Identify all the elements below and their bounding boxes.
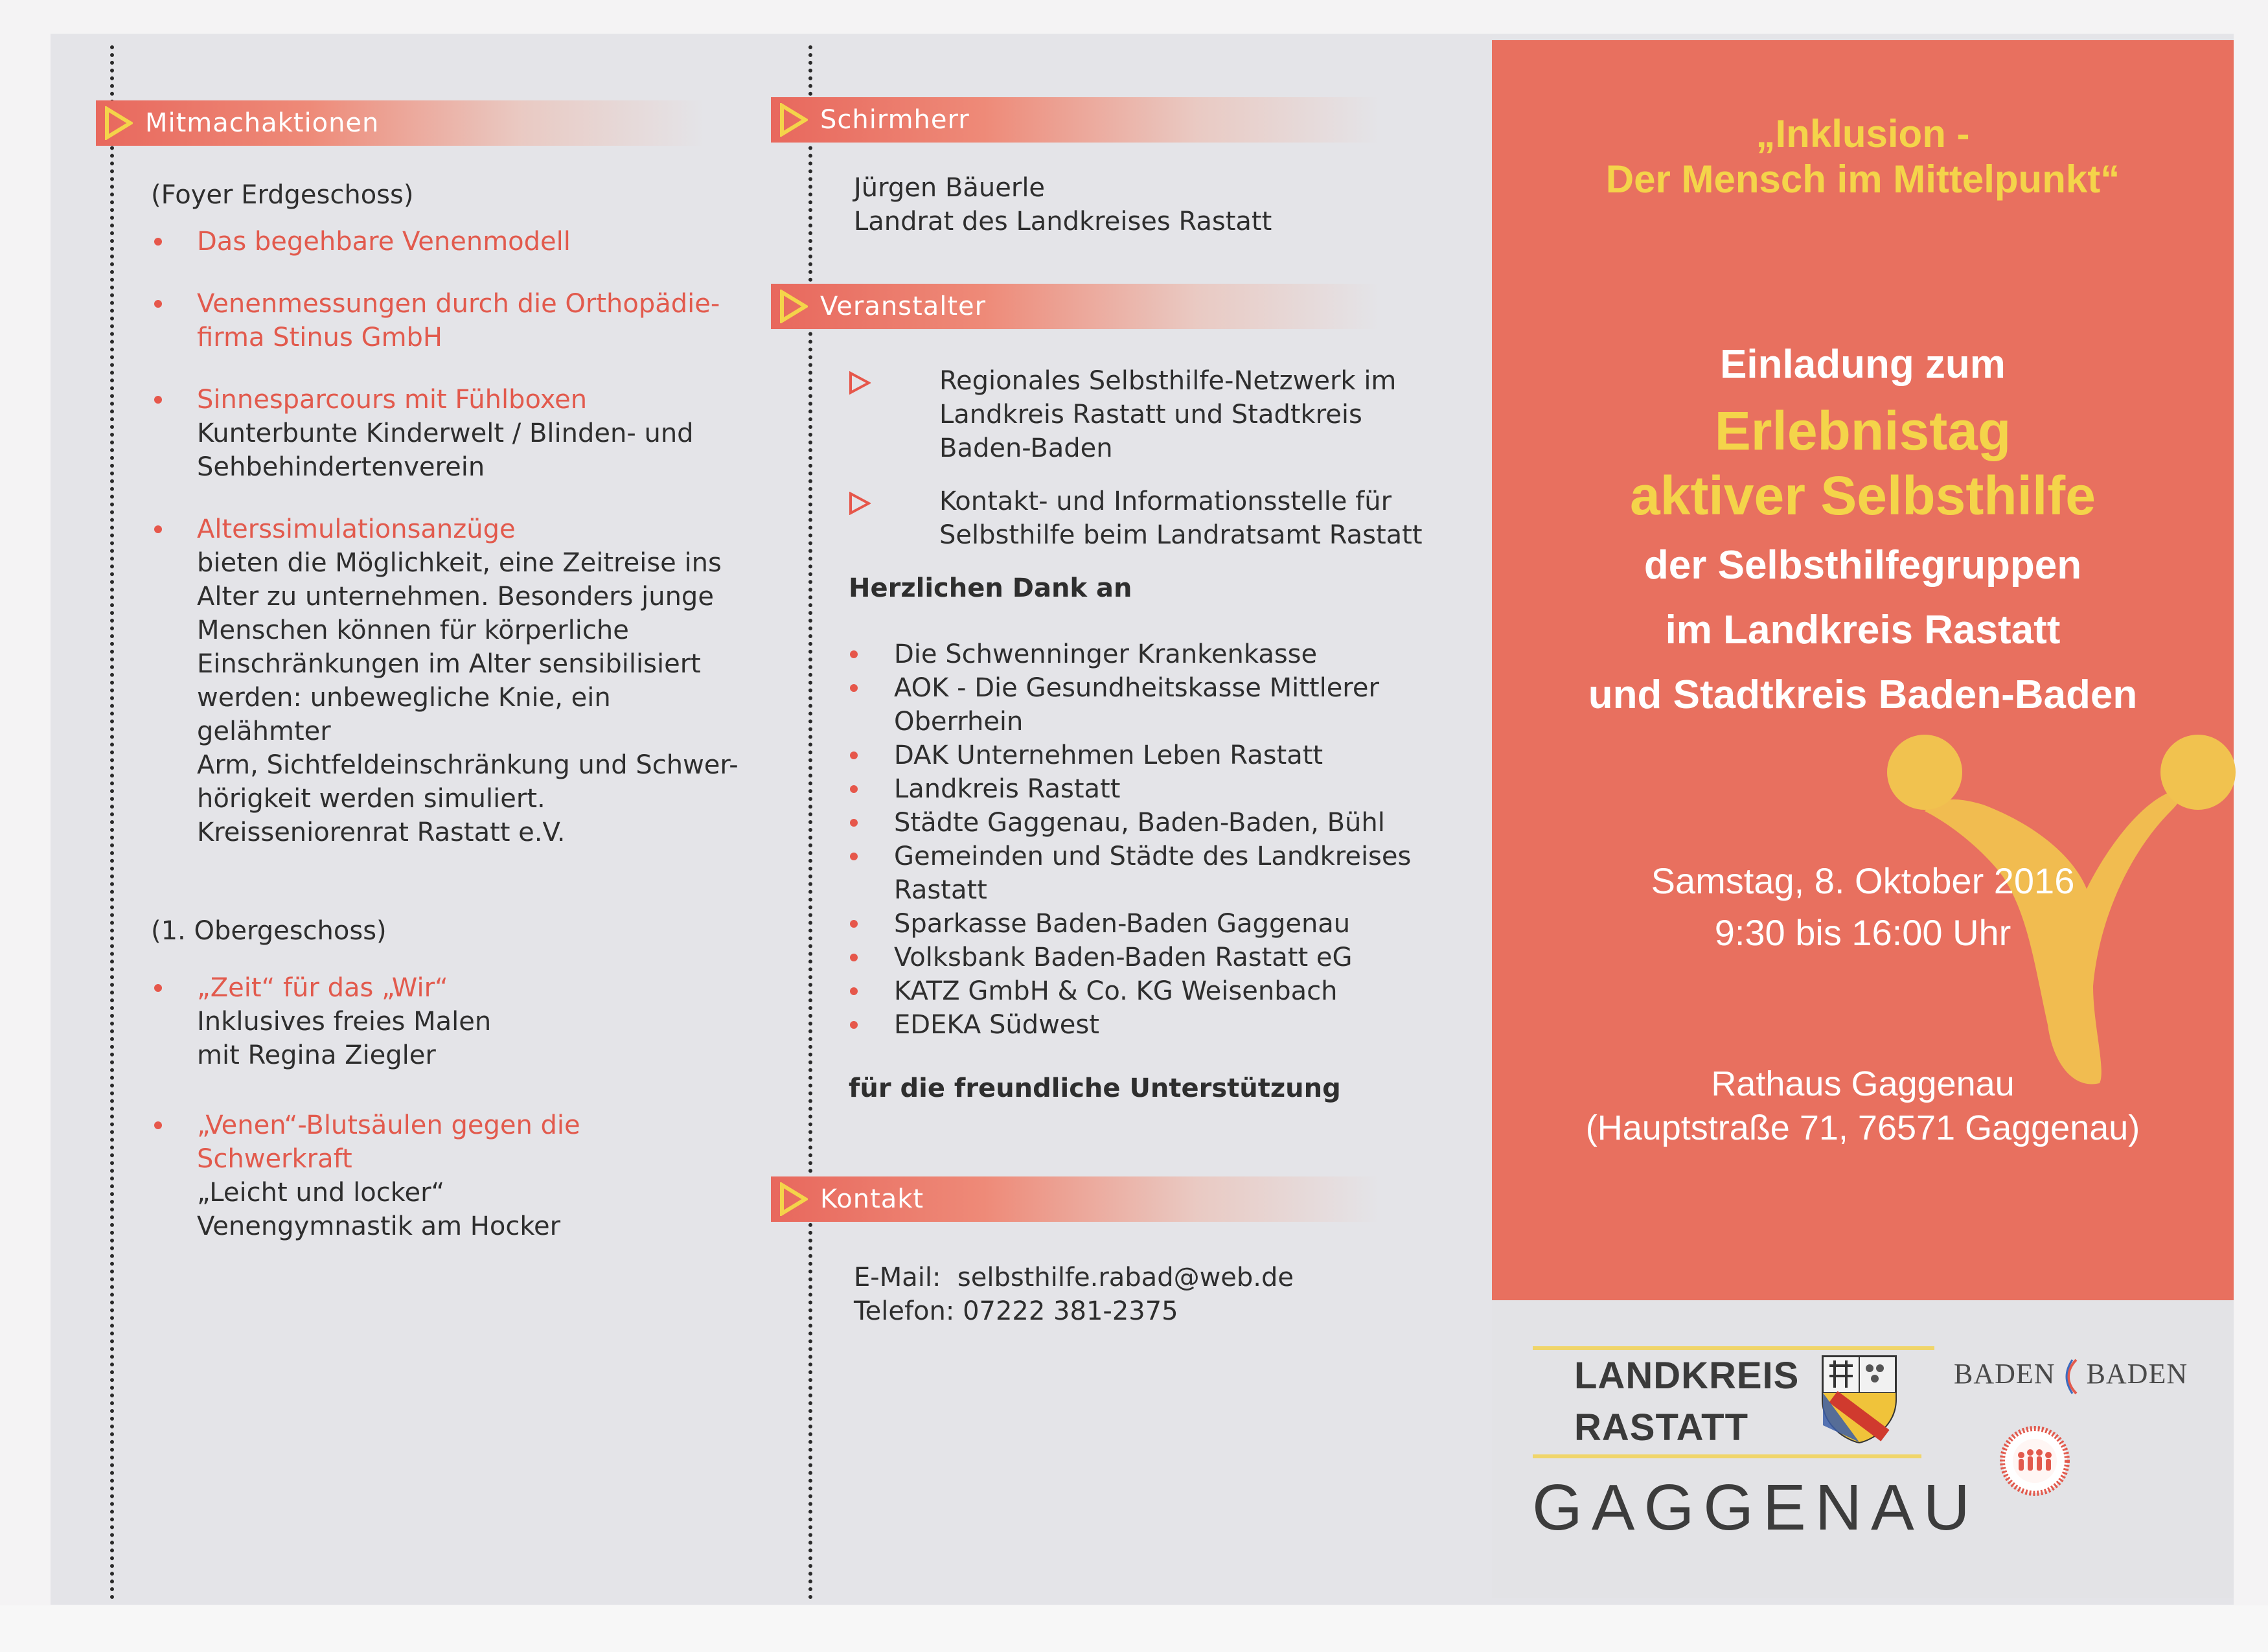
patron-title: Landrat des Landkreises Rastatt [854, 207, 1272, 236]
activity-line: werden: unbewegliche Knie, ein gelähmter [197, 683, 611, 746]
bullet-dot-icon [850, 785, 858, 793]
baden-baden-logo [1954, 1357, 2188, 1396]
thanks-entry: AOK - Die Gesundheitskasse Mittlerer [894, 673, 1379, 703]
activity-title: „Venen“-Blutsäulen gegen die Schwerkraft [197, 1110, 580, 1174]
activity-line: Einschränkungen im Alter sensibilisiert [197, 649, 701, 679]
activity-title: Sinnesparcours mit Fühlboxen [197, 385, 588, 415]
bullet-dot-icon [850, 751, 858, 759]
bullet-dot-icon [850, 987, 858, 995]
bullet-dot-icon [154, 525, 162, 533]
patron-name: Jürgen Bäuerle [854, 173, 1046, 203]
bullet-dot-icon [850, 920, 858, 928]
triangle-bullet-icon [771, 97, 816, 143]
list-item [154, 225, 744, 258]
thanks-entry: Sparkasse Baden-Baden Gaggenau [894, 909, 1351, 939]
list-item [849, 705, 1483, 739]
bullet-dot-icon [154, 300, 162, 308]
section-header-mitmachaktionen [96, 100, 705, 146]
floor-label: (1. Obergeschoss) [151, 916, 387, 946]
coat-of-arms-icon [1820, 1354, 1898, 1445]
subtitle-line-2: im Landkreis Rastatt [1665, 608, 2061, 652]
list-item [849, 806, 1483, 840]
thanks-entry: Die Schwenninger Krankenkasse [894, 639, 1318, 669]
thanks-list [849, 637, 1483, 1042]
bullet-dot-icon [850, 1021, 858, 1029]
section-title: Schirmherr [820, 105, 970, 135]
section-title: Veranstalter [820, 292, 987, 321]
triangle-outline-icon [849, 490, 871, 523]
section-header-schirmherr [771, 97, 1380, 143]
section-header-kontakt [771, 1176, 1380, 1222]
list-item [849, 772, 1483, 806]
support-line: für die freundliche Unterstützung [849, 1073, 1341, 1103]
venue-address: (Hauptstraße 71, 76571 Gaggenau) [1585, 1108, 2140, 1147]
activity-line: bieten die Möglichkeit, eine Zeitreise ins [197, 548, 722, 578]
activity-line: Kreisseniorenrat Rastatt e.V. [197, 818, 566, 847]
landkreis-logo-line-1: LANDKREIS [1574, 1355, 1800, 1397]
organizer-line: Kontakt- und Informationsstelle für [939, 487, 1392, 516]
logo-area [1492, 1300, 2234, 1598]
patron-block [854, 171, 1483, 238]
thanks-entry: Gemeinden und Städte des Landkreises Rastatt [894, 842, 1412, 905]
list-item [154, 383, 744, 484]
subtitle-line-1: der Selbsthilfegruppen [1644, 543, 2082, 588]
event-title-1: Erlebnistag [1714, 400, 2011, 461]
baden-baden-logo-right: BADEN [2086, 1358, 2188, 1390]
bullet-dot-icon [154, 1121, 162, 1129]
event-title-2: aktiver Selbsthilfe [1630, 465, 2096, 526]
landkreis-logo-line-2: RASTATT [1574, 1406, 1749, 1449]
thanks-entry: Städte Gaggenau, Baden-Baden, Bühl [894, 808, 1385, 838]
organizer-list [849, 364, 1483, 552]
list-item [849, 739, 1483, 772]
email-link[interactable]: selbsthilfe.rabad@web.de [957, 1263, 1294, 1292]
activity-title: Das begehbare Venenmodell [197, 227, 571, 257]
section-title: Mitmachaktionen [145, 108, 380, 138]
list-item [849, 941, 1483, 974]
baden-baden-swoosh-icon [2063, 1357, 2079, 1396]
baden-baden-logo-left: BADEN [1954, 1358, 2056, 1390]
scan-edge [0, 1605, 2268, 1652]
activity-list [154, 225, 744, 849]
list-item [849, 974, 1483, 1008]
list-item [849, 637, 1483, 671]
event-date: Samstag, 8. Oktober 2016 [1651, 860, 2075, 901]
bullet-dot-icon [850, 650, 858, 658]
organizer-line: Selbsthilfe beim Landratsamt Rastatt [939, 520, 1423, 550]
triangle-outline-icon [849, 369, 871, 403]
floor-label: (Foyer Erdgeschoss) [151, 180, 414, 210]
thanks-entry: KATZ GmbH & Co. KG Weisenbach [894, 976, 1338, 1006]
bullet-dot-icon [154, 984, 162, 992]
divider-line [1533, 1454, 1921, 1458]
thanks-entry: EDEKA Südwest [894, 1010, 1099, 1040]
middle-column [771, 97, 1483, 1328]
subtitle-line-3: und Stadtkreis Baden-Baden [1588, 672, 2138, 717]
bullet-dot-icon [850, 819, 858, 827]
bullet-dot-icon [850, 684, 858, 692]
cover-panel [1492, 40, 2234, 1300]
list-item [154, 512, 744, 849]
activity-line: Arm, Sichtfeldeinschränkung und Schwer- [197, 750, 739, 780]
phone-label: Telefon: [854, 1296, 955, 1326]
triangle-bullet-icon [771, 1176, 816, 1222]
activity-line: Kunterbunte Kinderwelt / Blinden- und [197, 419, 694, 448]
thanks-entry: Oberrhein [894, 707, 1024, 737]
left-column [96, 100, 744, 1243]
bullet-dot-icon [850, 954, 858, 961]
thanks-entry: Landkreis Rastatt [894, 774, 1121, 804]
email-label: E-Mail: [854, 1263, 941, 1292]
thanks-heading: Herzlichen Dank an [849, 573, 1132, 603]
phone-number: 07222 381-2375 [963, 1296, 1178, 1326]
event-time: 9:30 bis 16:00 Uhr [1714, 912, 2011, 953]
list-item [849, 485, 1483, 552]
activity-title: „Zeit“ für das „Wir“ [197, 973, 448, 1003]
section-title: Kontakt [820, 1184, 924, 1214]
activity-line: hörigkeit werden simuliert. [197, 784, 545, 814]
divider-line [1533, 1346, 1934, 1350]
upper-activity-list [154, 971, 744, 1243]
invite-line: Einladung zum [1720, 342, 2006, 387]
motto-line-1: „Inklusion - [1756, 112, 1970, 155]
bullet-dot-icon [850, 853, 858, 860]
section-header-veranstalter [771, 284, 1380, 329]
organizer-line: Baden-Baden [939, 433, 1113, 463]
venue-name: Rathaus Gaggenau [1711, 1064, 2015, 1103]
contact-block [854, 1261, 1483, 1328]
gaggenau-logo: GAGGENAU [1532, 1471, 1979, 1544]
activity-line: Venengymnastik am Hocker [197, 1211, 561, 1241]
activity-title: Venenmessungen durch die Orthopädie- [197, 289, 720, 319]
list-item [849, 671, 1483, 705]
activity-title-continued: firma Stinus GmbH [197, 323, 443, 352]
list-item [849, 364, 1483, 465]
list-item [849, 1008, 1483, 1042]
activity-title: Alterssimulationsanzüge [197, 514, 516, 544]
bullet-dot-icon [154, 238, 162, 246]
bullet-dot-icon [154, 396, 162, 404]
activity-line: Menschen können für körperliche [197, 615, 629, 645]
activity-line: mit Regina Ziegler [197, 1040, 436, 1070]
triangle-bullet-icon [771, 284, 816, 329]
list-item [849, 907, 1483, 941]
list-item [154, 1108, 744, 1243]
activity-line: Sehbehindertenverein [197, 452, 485, 482]
activity-line: „Leicht und locker“ [197, 1178, 445, 1208]
triangle-bullet-icon [96, 100, 141, 146]
list-item [154, 287, 744, 354]
list-item [154, 971, 744, 1072]
motto-line-2: Der Mensch im Mittelpunkt“ [1605, 157, 2120, 201]
thanks-entry: DAK Unternehmen Leben Rastatt [894, 740, 1323, 770]
thanks-entry: Volksbank Baden-Baden Rastatt eG [894, 943, 1353, 972]
organizer-line: Regionales Selbsthilfe-Netzwerk im [939, 366, 1397, 396]
list-item [849, 840, 1483, 907]
selbsthilfe-seal-icon [1999, 1425, 2070, 1497]
organizer-line: Landkreis Rastatt und Stadtkreis [939, 400, 1362, 430]
activity-line: Inklusives freies Malen [197, 1007, 492, 1037]
activity-line: Alter zu unternehmen. Besonders junge [197, 582, 714, 612]
